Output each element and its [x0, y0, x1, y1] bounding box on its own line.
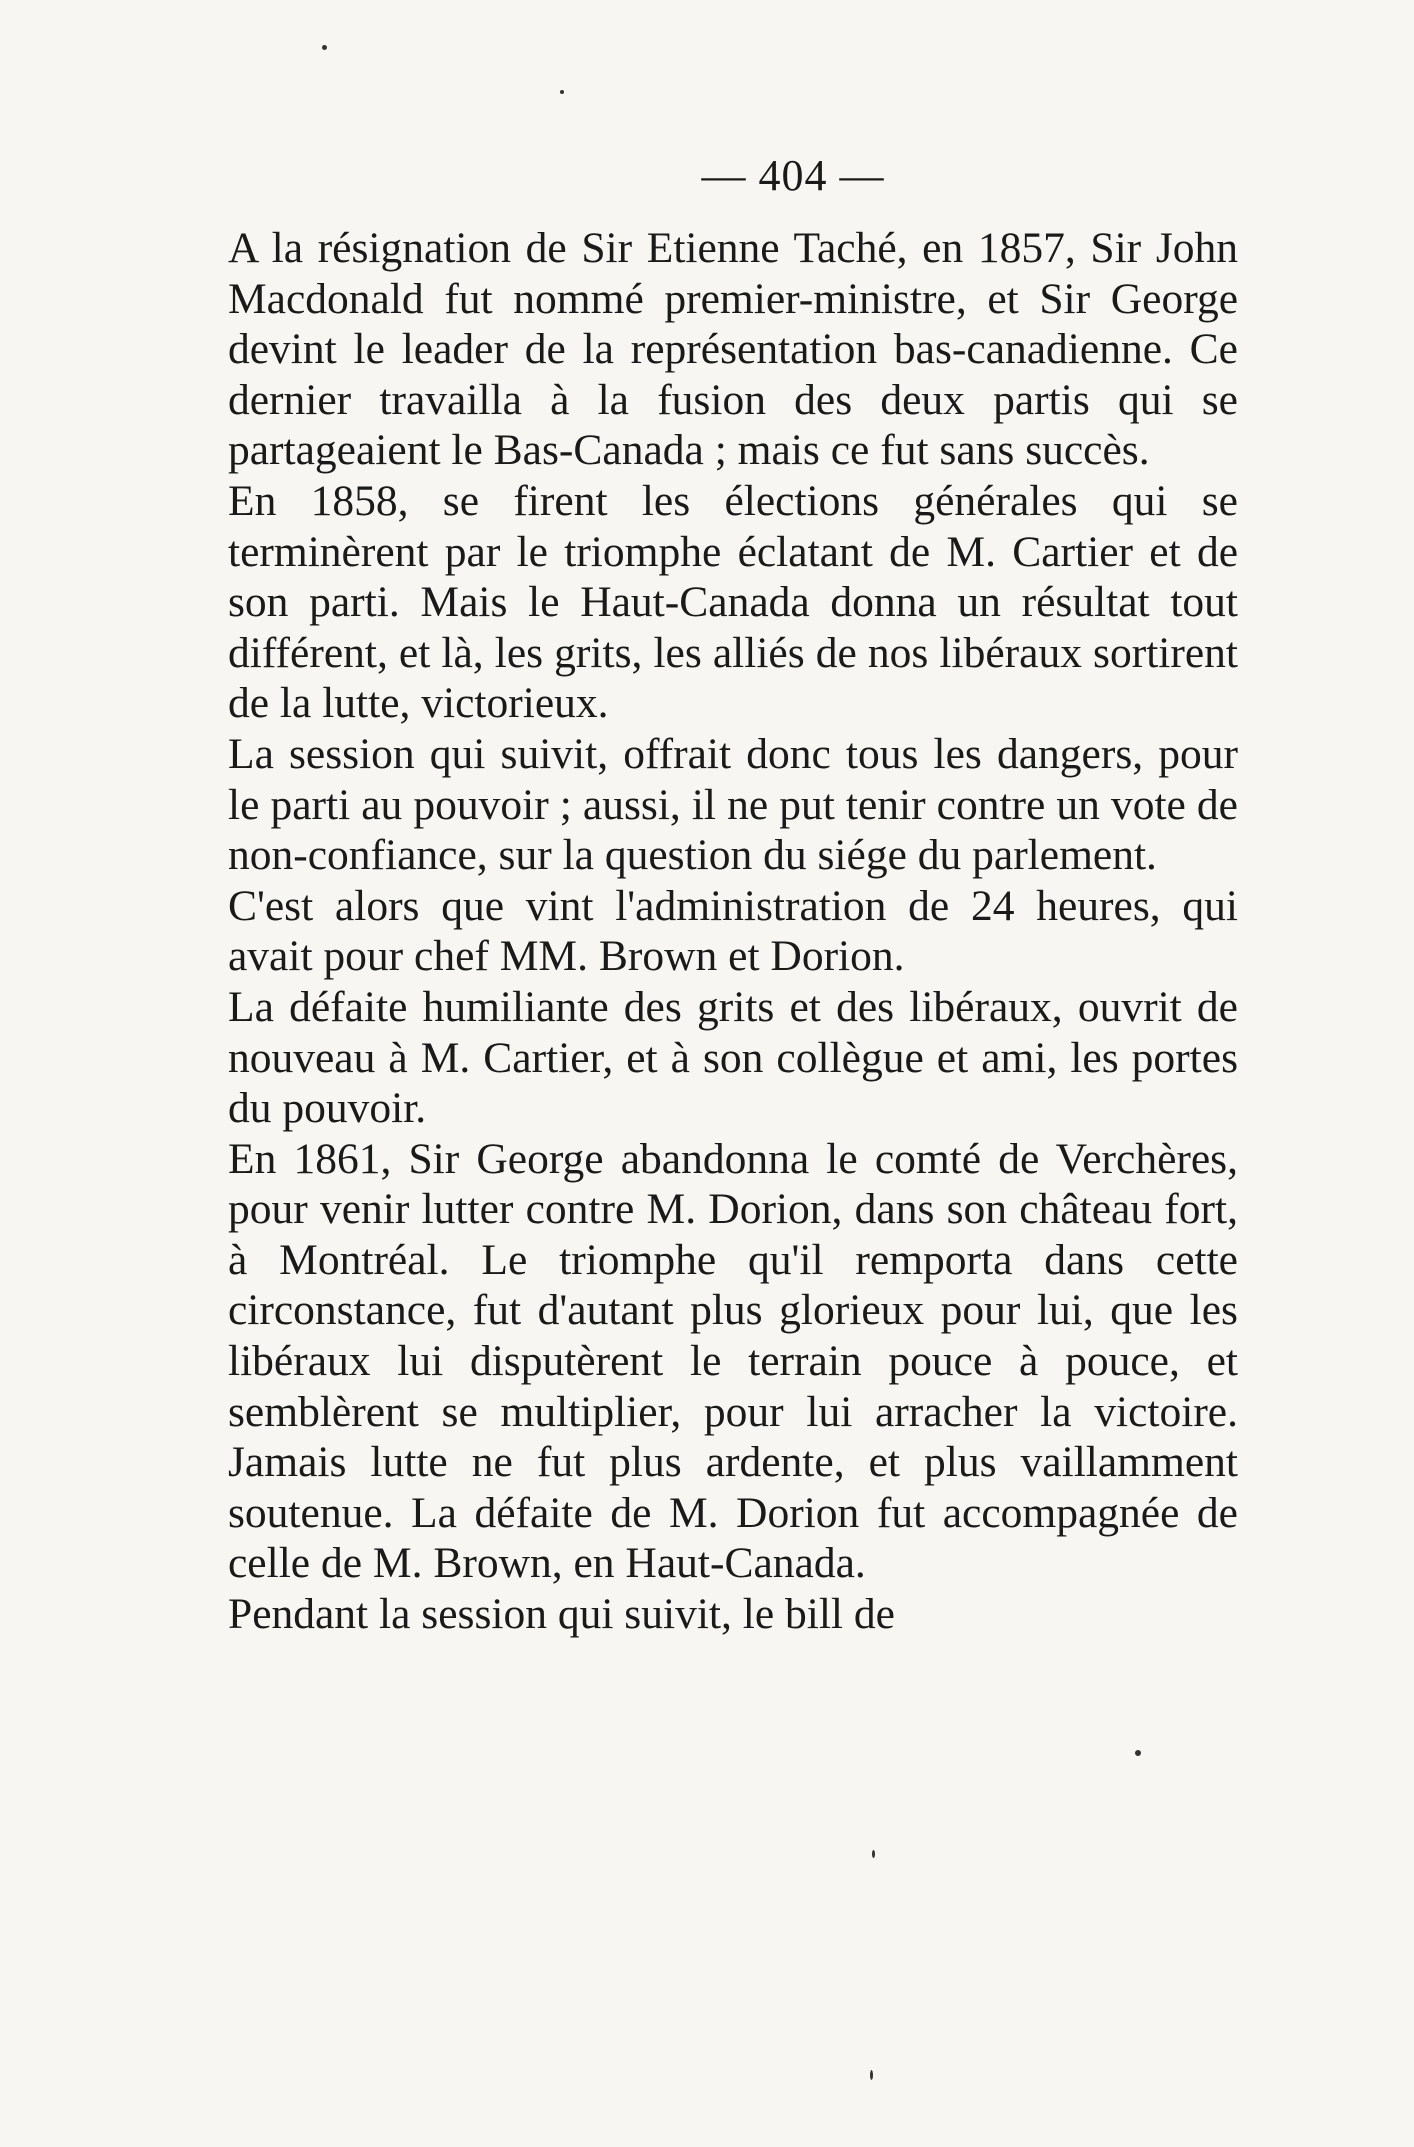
- print-speck: [1135, 1750, 1141, 1756]
- paragraph-5: La défaite humiliante des grits et des libéraux, ouvrit de nouveau à M. Cartier, et à son collègue et ami, les portes du pouvoir.: [228, 982, 1238, 1133]
- print-speck: [870, 2070, 873, 2080]
- paragraph-6: En 1861, Sir George abandonna le comté de Verchères, pour venir lutter contre M. Dorion, dans son château fort, à Montréal. Le triomphe qu'il remporta dans cette circonstance, fut d'autant plus glorieux pour lui, que les libéraux lui disputèrent le terrain pouce à pouce, et semblèrent se multiplier, pour lui arracher la victoire. Jamais lutte ne fut plus ardente, et plus vaillamment soutenue. La défaite de M. Dorion fut accompagnée de celle de M. Brown, en Haut-Canada.: [228, 1134, 1238, 1588]
- print-speck: [872, 1850, 875, 1858]
- print-speck: [322, 45, 327, 50]
- paragraph-3: La session qui suivit, offrait donc tous les dangers, pour le parti au pouvoir ; aussi, il ne put tenir contre un vote de non-confiance, sur la question du siége du parlement.: [228, 729, 1238, 880]
- paragraph-1: A la résignation de Sir Etienne Taché, en 1857, Sir John Macdonald fut nommé premier-ministre, et Sir George devint le leader de la représentation bas-canadienne. Ce dernier travailla à la fusion des deux partis qui se partageaient le Bas-Canada ; mais ce fut sans succès.: [228, 224, 1238, 475]
- paragraph-2: En 1858, se firent les élections générales qui se terminèrent par le triomphe éclatant de M. Cartier et de son parti. Mais le Haut-Canada donna un résultat tout différent, et là, les grits, les alliés de nos libéraux sortirent de la lutte, victorieux.: [228, 476, 1238, 728]
- print-speck: [560, 90, 564, 94]
- paragraph-4: C'est alors que vint l'administration de 24 heures, qui avait pour chef MM. Brown et Dorion.: [228, 881, 1238, 981]
- paragraph-7: Pendant la session qui suivit, le bill de: [228, 1590, 895, 1639]
- book-page: [228, 150, 1238, 1640]
- page-number: — 404 —: [701, 151, 885, 200]
